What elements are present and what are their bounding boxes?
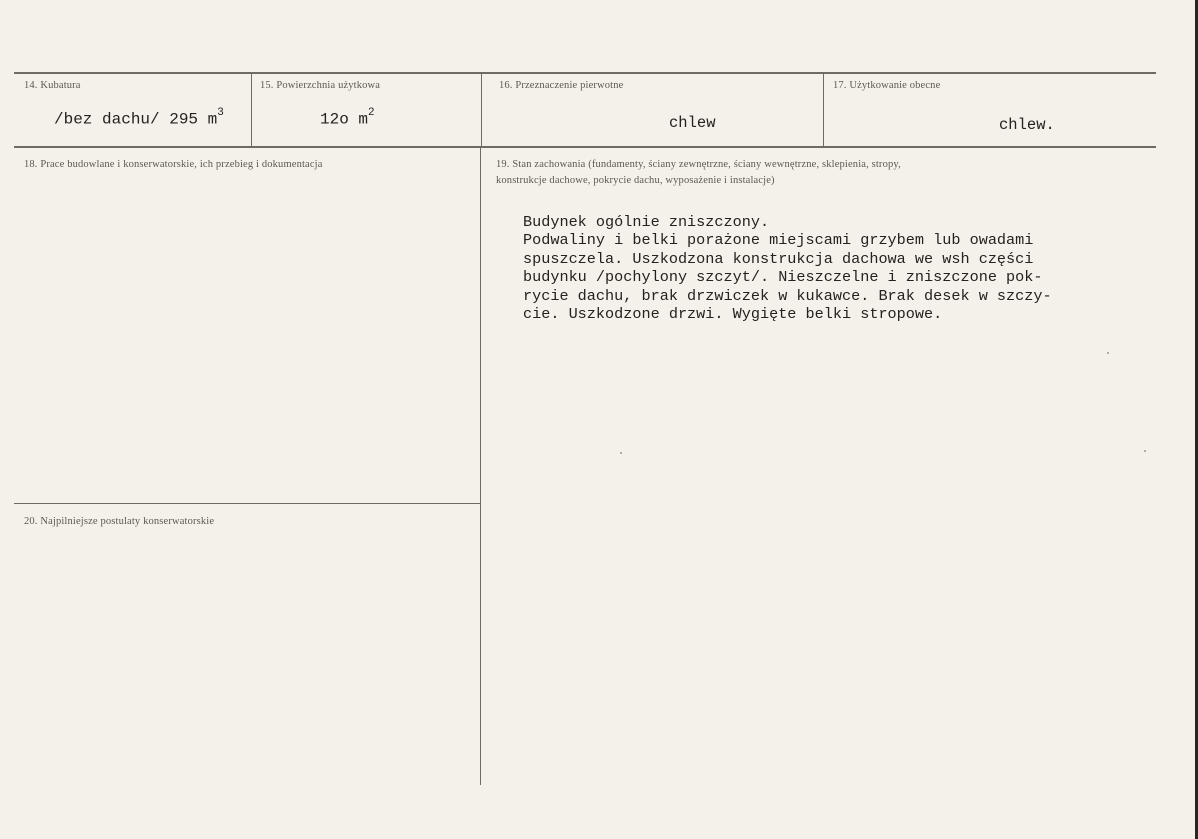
stan-description-line: cie. Uszkodzone drzwi. Wygięte belki stropowe.	[523, 305, 943, 324]
stan-description-line: Budynek ogólnie zniszczony.	[523, 213, 770, 231]
powierzchnia-value	[320, 109, 375, 128]
stan-label-line1: 19. Stan zachowania (fundamenty, ściany zewnętrzne, ściany wewnętrzne, sklepienia, stropy,	[496, 159, 901, 170]
prace-label: 18. Prace budowlane i konserwatorskie, ich przebieg i dokumentacja	[24, 159, 323, 170]
postulaty-label: 20. Najpilniejsze postulaty konserwatorskie	[24, 516, 215, 527]
kubatura-unit-exponent: 3	[217, 107, 224, 119]
column-divider-15-16	[481, 73, 482, 147]
stan-description	[523, 213, 1052, 323]
przeznaczenie-label: 16. Przeznaczenie pierwotne	[499, 80, 624, 91]
przeznaczenie-value: chlew	[669, 114, 716, 132]
stan-description-line: budynku /pochylony szczyt/. Nieszczelne i zniszczone pok-	[523, 268, 1043, 287]
powierzchnia-value-text: 12o m	[320, 110, 369, 129]
stan-label-line2: konstrukcje dachowe, pokrycie dachu, wyposażenie i instalacje)	[496, 175, 775, 186]
stan-description-line: spuszczela. Uszkodzona konstrukcja dachowa we wsh części	[523, 249, 1034, 268]
stan-description-line: Podwaliny i belki porażone miejscami grzybem lub owadami	[523, 231, 1034, 250]
column-divider-14-15	[251, 73, 252, 147]
stan-description-line: rycie dachu, brak drzwiczek w kukawce. Brak desek w szczy-	[523, 286, 1052, 305]
uzytkowanie-label: 17. Użytkowanie obecne	[833, 80, 941, 91]
main-column-divider	[480, 147, 481, 785]
paper-speck	[1144, 450, 1146, 452]
section-18-20-divider	[14, 503, 480, 504]
powierzchnia-label: 15. Powierzchnia użytkowa	[260, 80, 381, 91]
paper-speck	[1107, 352, 1109, 354]
powierzchnia-unit-exponent: 2	[368, 107, 375, 119]
top-rule	[14, 72, 1156, 74]
uzytkowanie-value: chlew.	[999, 116, 1055, 134]
kubatura-value-text: /bez dachu/ 295 m	[54, 110, 218, 129]
paper-speck	[620, 452, 622, 454]
kubatura-value	[54, 109, 224, 128]
column-divider-16-17	[823, 73, 824, 147]
kubatura-label: 14. Kubatura	[24, 80, 81, 91]
header-bottom-rule	[14, 146, 1156, 148]
